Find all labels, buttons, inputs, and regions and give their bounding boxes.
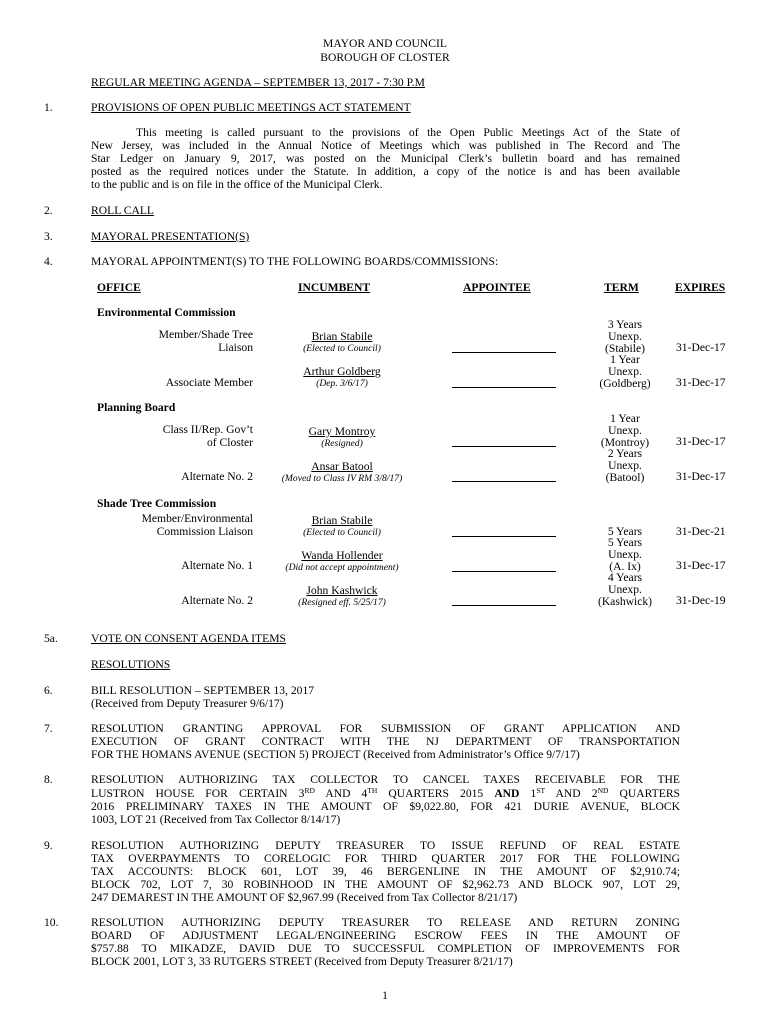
item-number: 8. — [44, 773, 53, 786]
item-number: 6. — [44, 684, 53, 697]
office-label: Alternate No. 2 — [181, 594, 253, 607]
expires-cell: 31-Dec-17 — [676, 470, 726, 483]
text-run: QUARTERS 2015 — [377, 787, 495, 800]
term-cell: Unexp. — [608, 548, 642, 561]
text-run: AND 2 — [545, 787, 598, 800]
item-number: 10. — [44, 916, 59, 929]
appointee-blank — [452, 352, 556, 353]
office-label: Liaison — [218, 341, 253, 354]
item-number: 4. — [44, 255, 53, 268]
item-number: 5a. — [44, 632, 58, 645]
col-header-term: TERM — [604, 281, 639, 294]
text-run: 1 — [519, 787, 537, 800]
statement-line: to the public and is on file in the office of the Municipal Clerk. — [91, 178, 383, 191]
resolution-line: RESOLUTION AUTHORIZING DEPUTY TREASURER TO RELEASE AND RETURN ZONING — [91, 916, 680, 929]
col-header-appointee: APPOINTEE — [463, 281, 531, 294]
appointee-blank — [452, 536, 556, 537]
col-header-office: OFFICE — [97, 281, 141, 294]
item-number: 3. — [44, 230, 53, 243]
statement-line: New Jersey, was included in the Annual Notice of Meetings which was published in The Record and The — [91, 139, 680, 152]
item-title: PROVISIONS OF OPEN PUBLIC MEETINGS ACT STATEMENT — [91, 101, 411, 114]
header-line-1: MAYOR AND COUNCIL — [323, 37, 447, 50]
term-cell: Unexp. — [608, 424, 642, 437]
item-number: 7. — [44, 722, 53, 735]
term-cell: 5 Years — [607, 525, 643, 538]
incumbent-name: Gary Montroy — [308, 425, 376, 438]
incumbent-note: (Moved to Class IV RM 3/8/17) — [281, 473, 403, 484]
ordinal-suffix: ST — [536, 787, 546, 795]
item-title: ROLL CALL — [91, 204, 155, 217]
expires-cell: 31-Dec-17 — [676, 435, 726, 448]
resolution-line: TAX ACCOUNTS: BLOCK 601, LOT 39, 46 BERGENLINE IN THE AMOUNT OF $2,910.74; — [91, 865, 680, 878]
resolution-line: BLOCK 702, LOT 7, 30 ROBINHOOD IN THE AMOUNT OF $2,962.73 AND BLOCK 907, LOT 29, — [91, 878, 680, 891]
resolution-line: (Received from Deputy Treasurer 9/6/17) — [91, 697, 284, 710]
resolution-line: RESOLUTION GRANTING APPROVAL FOR SUBMISSION OF GRANT APPLICATION AND — [91, 722, 680, 735]
term-cell: (Montroy) — [600, 436, 650, 449]
term-cell: (Kashwick) — [597, 595, 653, 608]
term-cell: Unexp. — [608, 330, 642, 343]
col-header-expires: EXPIRES — [675, 281, 726, 294]
term-cell: 4 Years — [607, 571, 643, 584]
resolution-line: BOARD OF ADJUSTMENT LEGAL/ENGINEERING ESCROW FEES IN THE AMOUNT OF — [91, 929, 680, 942]
incumbent-name: Arthur Goldberg — [303, 365, 381, 378]
incumbent-name: John Kashwick — [306, 584, 378, 597]
office-label: Alternate No. 1 — [181, 559, 253, 572]
appointee-blank — [452, 481, 556, 482]
incumbent-note: (Did not accept appointment) — [285, 562, 399, 573]
office-label: Member/Environmental — [141, 512, 253, 525]
item-number: 1. — [44, 101, 53, 114]
office-label: of Closter — [206, 436, 253, 449]
expires-cell: 31-Dec-17 — [676, 376, 726, 389]
incumbent-name: Ansar Batool — [311, 460, 373, 473]
appointee-blank — [452, 571, 556, 572]
text-run: AND 4 — [314, 787, 368, 800]
incumbent-note: (Elected to Council) — [303, 343, 381, 354]
col-header-incumbent: INCUMBENT — [298, 281, 371, 294]
term-cell: (Stabile) — [605, 342, 645, 355]
statement-line: Star Ledger on January 9, 2017, was posted on the Municipal Clerk’s bulletin board and has remained — [91, 152, 680, 165]
ordinal-suffix: ND — [597, 787, 609, 795]
term-cell: (A. Ix) — [609, 560, 641, 573]
expires-cell: 31-Dec-17 — [676, 341, 726, 354]
item-number: 2. — [44, 204, 53, 217]
resolution-line: FOR THE HOMANS AVENUE (SECTION 5) PROJECT (Received from Administrator’s Office 9/7/17) — [91, 748, 580, 761]
item-title: MAYORAL APPOINTMENT(S) TO THE FOLLOWING BOARDS/COMMISSIONS: — [91, 255, 499, 268]
item-title: VOTE ON CONSENT AGENDA ITEMS — [91, 632, 286, 645]
item-number: 9. — [44, 839, 53, 852]
resolution-line: 247 DEMAREST IN THE AMOUNT OF $2,967.99 (Received from Tax Collector 8/21/17) — [91, 891, 518, 904]
incumbent-name: Brian Stabile — [311, 514, 373, 527]
term-cell: 3 Years — [607, 318, 643, 331]
expires-cell: 31-Dec-21 — [676, 525, 726, 538]
incumbent-note: (Elected to Council) — [303, 527, 381, 538]
office-label: Associate Member — [165, 376, 253, 389]
page-number: 1 — [382, 989, 388, 1002]
resolution-line: EXECUTION OF GRANT CONTRACT WITH THE NJ DEPARTMENT OF TRANSPORTATION — [91, 735, 680, 748]
statement-line: This meeting is called pursuant to the provisions of the Open Public Meetings Act of the State of — [136, 126, 680, 139]
text-run: QUARTERS — [608, 787, 680, 800]
ordinal-suffix: TH — [367, 787, 378, 795]
office-label: Member/Shade Tree — [158, 328, 253, 341]
term-cell: Unexp. — [608, 583, 642, 596]
term-cell: Unexp. — [608, 459, 642, 472]
resolution-line: TAX OVERPAYMENTS TO CORELOGIC FOR THIRD QUARTER 2017 FOR THE FOLLOWING — [91, 852, 680, 865]
office-label: Class II/Rep. Gov’t — [162, 423, 253, 436]
resolution-line: RESOLUTION AUTHORIZING TAX COLLECTOR TO CANCEL TAXES RECEIVABLE FOR THE — [91, 773, 680, 786]
resolution-line: 1003, LOT 21 (Received from Tax Collector 8/14/17) — [91, 813, 341, 826]
incumbent-note: (Resigned eff. 5/25/17) — [298, 597, 386, 608]
resolution-line: 2016 PRELIMINARY TAXES IN THE AMOUNT OF $9,022.80, FOR 421 DURIE AVENUE, BLOCK — [91, 800, 680, 813]
section-heading: Environmental Commission — [97, 306, 236, 319]
appointee-blank — [452, 387, 556, 388]
term-cell: 1 Year — [610, 353, 640, 366]
office-label: Commission Liaison — [156, 525, 253, 538]
term-cell: 1 Year — [610, 412, 640, 425]
ordinal-suffix: RD — [304, 787, 315, 795]
resolution-line: $757.88 TO MIKADZE, DAVID DUE TO SUCCESSFUL COMPLETION OF IMPROVEMENTS FOR — [91, 942, 680, 955]
header-line-2: BOROUGH OF CLOSTER — [320, 51, 450, 64]
term-cell: (Goldberg) — [599, 377, 651, 390]
resolution-line: RESOLUTION AUTHORIZING DEPUTY TREASURER TO ISSUE REFUND OF REAL ESTATE — [91, 839, 680, 852]
term-cell: 5 Years — [607, 536, 643, 549]
incumbent-note: (Dep. 3/6/17) — [316, 378, 368, 389]
term-cell: Unexp. — [608, 365, 642, 378]
appointee-blank — [452, 446, 556, 447]
section-heading: Planning Board — [97, 401, 176, 414]
incumbent-name: Wanda Hollender — [301, 549, 383, 562]
resolutions-heading: RESOLUTIONS — [91, 658, 171, 671]
expires-cell: 31-Dec-19 — [676, 594, 726, 607]
appointee-blank — [452, 605, 556, 606]
incumbent-name: Brian Stabile — [311, 330, 373, 343]
resolution-line: BLOCK 2001, LOT 3, 33 RUTGERS STREET (Received from Deputy Treasurer 8/21/17) — [91, 955, 513, 968]
bold-run: AND — [494, 787, 520, 800]
office-label: Alternate No. 2 — [181, 470, 253, 483]
item-title: MAYORAL PRESENTATION(S) — [91, 230, 250, 243]
expires-cell: 31-Dec-17 — [676, 559, 726, 572]
statement-line: posted as the required notices under the Statute. In addition, a copy of the notice is and has been available — [91, 165, 680, 178]
text-run: LUSTRON HOUSE FOR CERTAIN 3 — [91, 787, 305, 800]
section-heading: Shade Tree Commission — [97, 497, 217, 510]
term-cell: 2 Years — [607, 447, 643, 460]
agenda-title: REGULAR MEETING AGENDA – SEPTEMBER 13, 2017 - 7:30 P.M — [91, 76, 425, 89]
resolution-line: BILL RESOLUTION – SEPTEMBER 13, 2017 — [91, 684, 315, 697]
term-cell: (Batool) — [605, 471, 645, 484]
incumbent-note: (Resigned) — [321, 438, 363, 449]
